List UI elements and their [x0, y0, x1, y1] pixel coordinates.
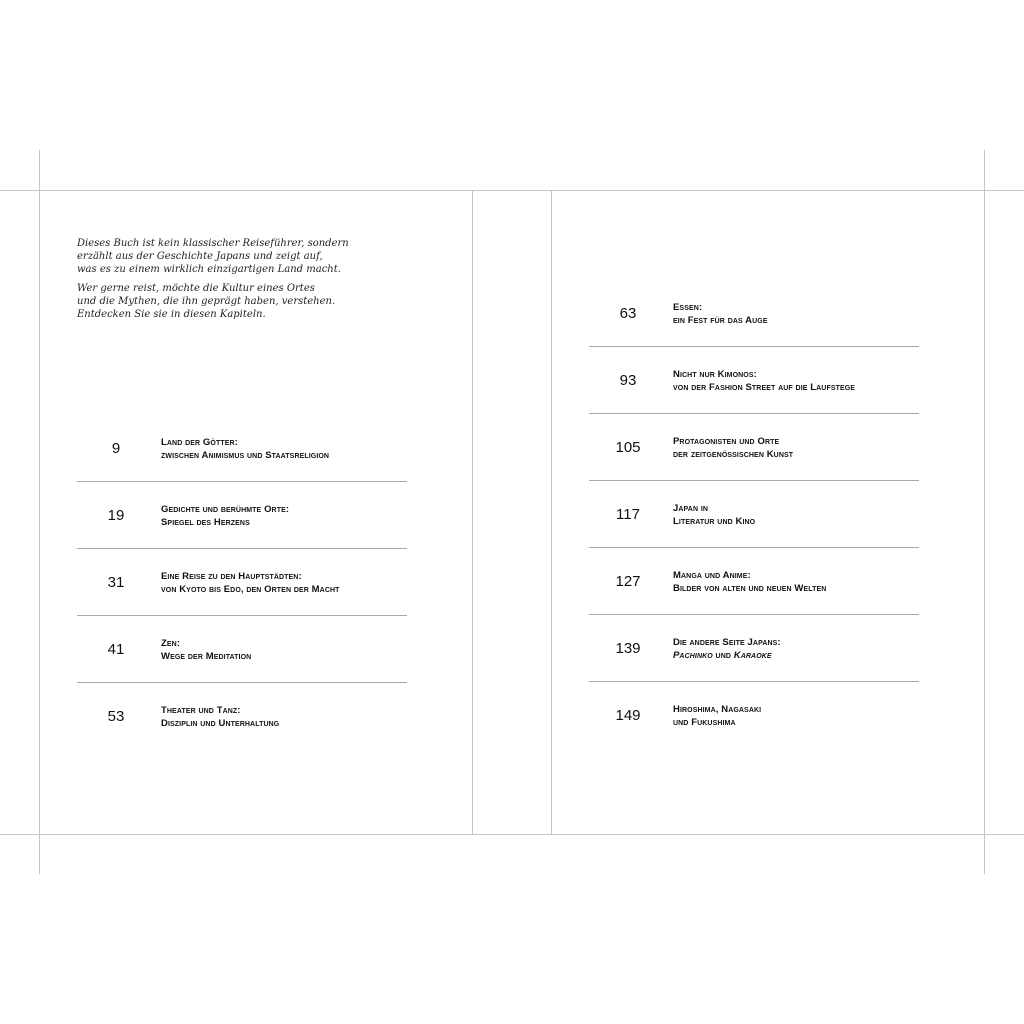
chapter-title	[673, 347, 919, 414]
trim-line-left	[39, 150, 40, 874]
trim-line-bottom	[0, 834, 1024, 835]
chapter-title-line-2: zwischen Animismus und Staatsreligion	[161, 449, 330, 461]
chapter-title-connector: und	[712, 649, 734, 661]
chapter-title-line-2: Literatur und Kino	[673, 515, 756, 527]
toc-entry[interactable]	[589, 481, 919, 548]
toc-entry[interactable]	[589, 347, 919, 414]
page-number: 31	[107, 574, 125, 591]
chapter-title-line-1: Essen:	[673, 301, 703, 313]
chapter-title-line-2: Spiegel des Herzens	[161, 516, 250, 528]
chapter-title	[161, 415, 407, 482]
spine-line-right	[551, 190, 552, 834]
page-number: 53	[107, 708, 125, 725]
page-number: 63	[619, 305, 637, 322]
page-number: 9	[111, 440, 121, 457]
page-number: 41	[107, 641, 125, 658]
chapter-title-line-2: Disziplin und Unterhaltung	[161, 717, 280, 729]
chapter-title	[161, 482, 407, 549]
trim-line-top	[0, 190, 1024, 191]
toc-entry[interactable]	[77, 683, 407, 750]
chapter-title-line-2: Wege der Meditation	[161, 650, 252, 662]
chapter-title-line-2: ein Fest für das Auge	[673, 314, 768, 326]
chapter-title-line-1: Die andere Seite Japans:	[673, 636, 781, 648]
chapter-title-italic-word: Pachinko	[673, 649, 713, 661]
chapter-title-line-1: Nicht nur Kimonos:	[673, 368, 757, 380]
toc-entry[interactable]	[77, 549, 407, 616]
chapter-title	[161, 683, 407, 750]
chapter-title	[161, 616, 407, 683]
chapter-title-line-1: Eine Reise zu den Hauptstädten:	[161, 570, 302, 582]
page-number: 93	[619, 372, 637, 389]
toc-entry[interactable]	[589, 280, 919, 347]
chapter-title-line-2: der zeitgenössischen Kunst	[673, 448, 794, 460]
chapter-title-line-1: Hiroshima, Nagasaki	[673, 703, 762, 715]
chapter-title	[673, 414, 919, 481]
trim-line-right	[984, 150, 985, 874]
toc-right	[589, 280, 919, 749]
toc-entry[interactable]	[77, 415, 407, 482]
chapter-title-line-1: Japan in	[673, 502, 709, 514]
chapter-title	[161, 549, 407, 616]
chapter-title-line-2: von der Fashion Street auf die Laufstege	[673, 381, 856, 393]
intro-text	[77, 237, 407, 327]
page-number: 19	[107, 507, 125, 524]
page-number: 105	[615, 439, 641, 456]
chapter-title-line-1: Zen:	[161, 637, 181, 649]
chapter-title	[673, 481, 919, 548]
chapter-title-line-2	[673, 649, 919, 662]
intro-paragraph-2: Wer gerne reist, möchte die Kultur eines Ortes und die Mythen, die ihn geprägt haben, verstehen. Entdecken Sie sie in diesen Kapiteln.	[77, 283, 336, 320]
toc-entry[interactable]	[589, 414, 919, 481]
toc-entry[interactable]	[589, 615, 919, 682]
chapter-title-line-2: Bilder von alten und neuen Welten	[673, 582, 827, 594]
chapter-title	[673, 548, 919, 615]
toc-entry[interactable]	[589, 548, 919, 615]
page-number: 127	[615, 573, 641, 590]
intro-paragraph-1: Dieses Buch ist kein klassischer Reiseführer, sondern erzählt aus der Geschichte Japans und zeigt auf, was es zu einem wirklich einzigartigen Land macht.	[77, 238, 349, 275]
chapter-title	[673, 280, 919, 347]
toc-entry[interactable]	[589, 682, 919, 749]
page-number: 117	[616, 506, 640, 523]
chapter-title	[673, 615, 919, 682]
page-number: 149	[615, 707, 641, 724]
chapter-title-line-1: Land der Götter:	[161, 436, 238, 448]
chapter-title-line-1: Manga und Anime:	[673, 569, 751, 581]
spine-line-left	[472, 190, 473, 834]
chapter-title-line-2: von Kyoto bis Edo, den Orten der Macht	[161, 583, 340, 595]
toc-left	[77, 415, 407, 750]
chapter-title-line-2: und Fukushima	[673, 716, 736, 728]
toc-entry[interactable]	[77, 616, 407, 683]
chapter-title-line-1: Protagonisten und Orte	[673, 435, 780, 447]
chapter-title-italic-word: Karaoke	[733, 649, 772, 661]
toc-entry[interactable]	[77, 482, 407, 549]
chapter-title	[673, 682, 919, 749]
chapter-title-line-1: Theater und Tanz:	[161, 704, 241, 716]
page-number: 139	[615, 640, 641, 657]
chapter-title-line-1: Gedichte und berühmte Orte:	[161, 503, 290, 515]
